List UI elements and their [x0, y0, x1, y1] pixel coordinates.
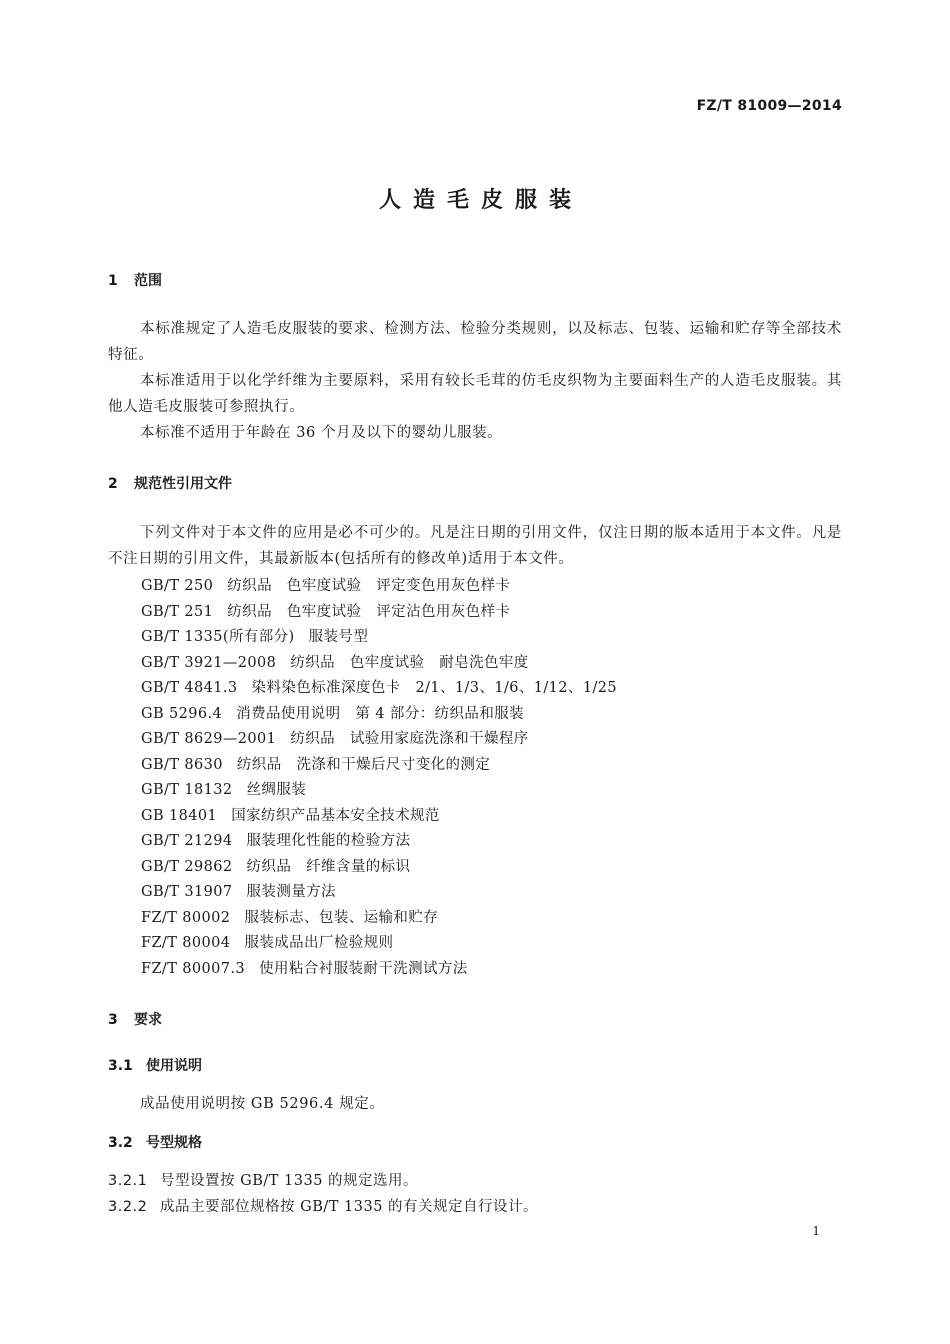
reference-code: FZ/T 80002	[141, 909, 231, 926]
reference-title: 丝绸服装	[246, 782, 307, 798]
reference-code: GB/T 8630	[141, 756, 223, 773]
clause-text: 成品主要部位规格按 GB/T 1335 的有关规定自行设计。	[160, 1199, 539, 1215]
subsection-title: 使用说明	[146, 1058, 202, 1074]
reference-item	[141, 855, 617, 881]
clause-3-2-1	[108, 1170, 418, 1192]
section-3-heading	[108, 1010, 162, 1030]
clause-number: 3.2.2	[108, 1199, 148, 1215]
reference-title: 纺织品 色牢度试验 评定沾色用灰色样卡	[227, 603, 511, 620]
references-intro: 下列文件对于本文件的应用是必不可少的。凡是注日期的引用文件，仅注日期的版本适用于本文件。凡是不注日期的引用文件，其最新版本(包括所有的修改单)适用于本文件。	[108, 525, 842, 567]
section-number: 1	[108, 273, 118, 289]
section-number: 3	[108, 1012, 118, 1028]
reference-title: 使用粘合衬服装耐干洗测试方法	[259, 960, 468, 977]
reference-title: 服装号型	[308, 629, 369, 645]
reference-code: GB/T 250	[141, 578, 214, 594]
reference-code: GB/T 3921—2008	[141, 654, 277, 671]
section-2-heading	[108, 474, 232, 494]
reference-title: 纺织品 色牢度试验 评定变色用灰色样卡	[227, 578, 511, 594]
reference-item	[141, 600, 617, 626]
reference-title: 服装测量方法	[246, 884, 336, 900]
section-3-1-heading	[108, 1056, 202, 1076]
reference-item	[141, 727, 617, 753]
section-1-heading	[108, 271, 162, 291]
clause-3-2-2	[108, 1196, 538, 1218]
subsection-number: 3.2	[108, 1135, 133, 1151]
standard-number: FZ/T 81009—2014	[696, 98, 842, 114]
clause-number: 3.2.1	[108, 1173, 148, 1189]
reference-code: FZ/T 80004	[141, 935, 231, 951]
reference-code: GB/T 31907	[141, 884, 233, 900]
section-title: 范围	[134, 273, 162, 289]
reference-item	[141, 676, 617, 702]
reference-code: GB/T 18132	[141, 782, 233, 798]
reference-item	[141, 829, 617, 855]
reference-code: FZ/T 80007.3	[141, 960, 246, 977]
reference-code: GB/T 8629—2001	[141, 731, 277, 747]
clause-text: 号型设置按 GB/T 1335 的规定选用。	[160, 1173, 419, 1189]
reference-list	[141, 574, 617, 982]
scope-paragraph-2: 本标准适用于以化学纤维为主要原料，采用有较长毛茸的仿毛皮织物为主要面料生产的人造毛皮服装。其他人造毛皮服装可参照执行。	[108, 373, 842, 415]
page-number: 1	[812, 1224, 820, 1238]
section-3-2-heading	[108, 1133, 202, 1153]
reference-title: 服装理化性能的检验方法	[246, 833, 411, 849]
reference-item	[141, 957, 617, 983]
reference-code: GB 18401	[141, 807, 218, 824]
subsection-title: 号型规格	[146, 1135, 202, 1151]
scope-paragraph-3: 本标准不适用于年龄在 36 个月及以下的婴幼儿服装。	[140, 425, 503, 441]
reference-item	[141, 880, 617, 906]
reference-title: 纺织品 试验用家庭洗涤和干燥程序	[290, 731, 529, 747]
reference-item	[141, 804, 617, 830]
reference-title: 染料染色标准深度色卡 2/1、1/3、1/6、1/12、1/25	[251, 680, 617, 696]
scope-paragraph-1: 本标准规定了人造毛皮服装的要求、检测方法、检验分类规则，以及标志、包装、运输和贮存等全部技术特征。	[108, 321, 842, 363]
reference-code: GB/T 4841.3	[141, 680, 238, 696]
reference-code: GB/T 251	[141, 603, 214, 620]
document-title: 人造毛皮服装	[378, 188, 583, 213]
section-number: 2	[108, 476, 118, 492]
reference-code: GB/T 21294	[141, 833, 233, 849]
reference-title: 纺织品 洗涤和干燥后尺寸变化的测定	[236, 756, 491, 773]
section-title: 要求	[134, 1012, 162, 1028]
reference-item	[141, 651, 617, 677]
reference-title: 纺织品 色牢度试验 耐皂洗色牢度	[290, 654, 529, 671]
reference-code: GB 5296.4	[141, 705, 223, 722]
reference-title: 纺织品 纤维含量的标识	[246, 858, 411, 875]
reference-item	[141, 931, 617, 957]
reference-title: 服装成品出厂检验规则	[244, 935, 394, 951]
reference-title: 国家纺织产品基本安全技术规范	[231, 807, 440, 824]
usage-instruction-text: 成品使用说明按 GB 5296.4 规定。	[140, 1096, 385, 1112]
reference-code: GB/T 29862	[141, 858, 233, 875]
reference-code: GB/T 1335(所有部分)	[141, 629, 295, 645]
reference-item	[141, 625, 617, 651]
reference-item	[141, 753, 617, 779]
reference-item	[141, 574, 617, 600]
reference-title: 消费品使用说明 第 4 部分：纺织品和服装	[236, 705, 525, 722]
reference-title: 服装标志、包装、运输和贮存	[244, 909, 439, 926]
reference-item	[141, 906, 617, 932]
section-title: 规范性引用文件	[134, 476, 232, 492]
reference-item	[141, 778, 617, 804]
subsection-number: 3.1	[108, 1058, 133, 1074]
reference-item	[141, 702, 617, 728]
